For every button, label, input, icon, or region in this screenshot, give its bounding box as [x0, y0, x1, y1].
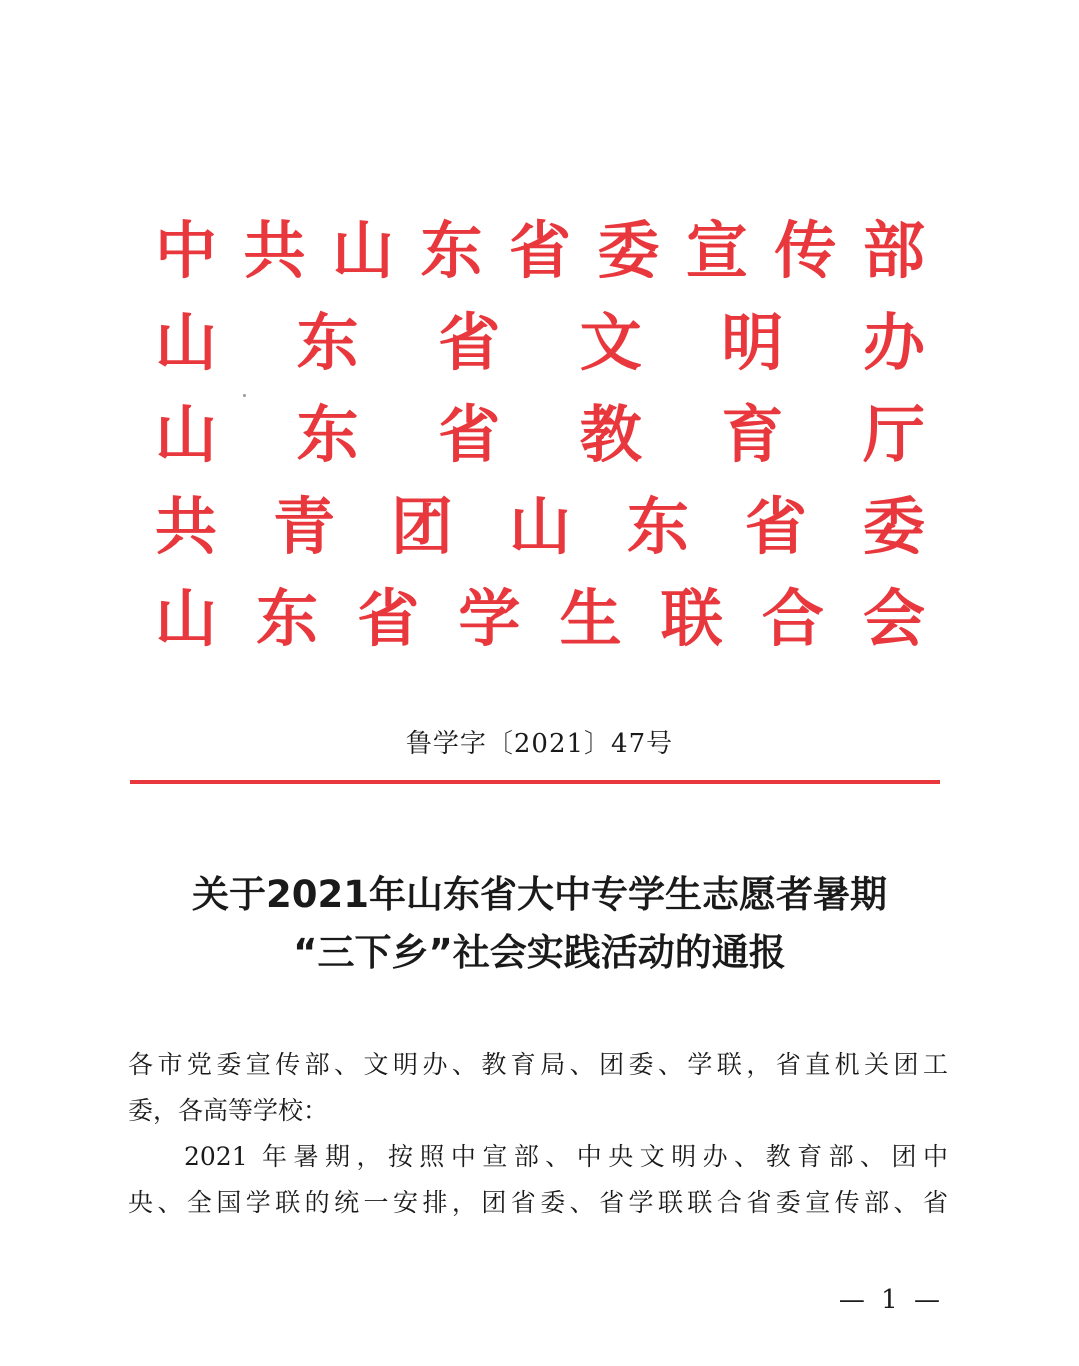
header-char: 省 [357, 582, 420, 655]
header-char: 学 [458, 582, 521, 655]
header-char: 教 [579, 398, 642, 471]
header-char: 联 [660, 582, 723, 655]
header-char: 省 [508, 214, 571, 287]
header-char: 省 [744, 490, 807, 563]
header-line-5 [155, 573, 925, 665]
header-line-3 [155, 389, 925, 481]
header-char: 厅 [862, 398, 925, 471]
header-char: 办 [862, 306, 925, 379]
header-char: 东 [296, 398, 359, 471]
header-char: 合 [761, 582, 824, 655]
header-char: 团 [390, 490, 453, 563]
header-char: 生 [559, 582, 622, 655]
header-char: 东 [296, 306, 359, 379]
header-line-1 [155, 205, 925, 297]
header-char: 宣 [685, 214, 748, 287]
header-char: 山 [155, 398, 218, 471]
issuing-authorities-header [155, 205, 925, 665]
header-char: 明 [721, 306, 784, 379]
header-char: 中 [155, 214, 218, 287]
addressee-line-1: 各市党委宣传部、文明办、教育局、团委、学联，省直机关团工 [128, 1050, 948, 1079]
scan-speck [243, 394, 246, 397]
header-char: 山 [508, 490, 571, 563]
header-char: 东 [420, 214, 483, 287]
document-number: 鲁学字〔2021〕47号 [405, 729, 674, 759]
header-char: 委 [862, 490, 925, 563]
title-line-1: 关于2021年山东省大中专学生志愿者暑期 [192, 873, 887, 916]
paragraph-1-line-1: 2021 年暑期，按照中宣部、中央文明办、教育部、团中 [184, 1142, 948, 1171]
header-char: 东 [626, 490, 689, 563]
header-char: 育 [721, 398, 784, 471]
header-char: 共 [243, 214, 306, 287]
header-char: 东 [256, 582, 319, 655]
addressee-line-2: 委，各高等学校： [128, 1096, 329, 1125]
page-number: — 1 — [838, 1285, 944, 1315]
header-char: 山 [155, 306, 218, 379]
header-char: 传 [774, 214, 837, 287]
header-char: 部 [862, 214, 925, 287]
header-char: 文 [579, 306, 642, 379]
header-char: 省 [438, 398, 501, 471]
header-char: 青 [272, 490, 335, 563]
header-char: 山 [331, 214, 394, 287]
document-title [0, 866, 1079, 982]
header-line-2 [155, 297, 925, 389]
title-line-2: “三下乡”社会实践活动的通报 [293, 931, 786, 974]
header-char: 山 [155, 582, 218, 655]
header-char: 共 [155, 490, 218, 563]
header-char: 委 [597, 214, 660, 287]
red-separator-line [130, 780, 940, 784]
header-char: 会 [862, 582, 925, 655]
paragraph-1-line-2: 央、全国学联的统一安排，团省委、省学联联合省委宣传部、省 [128, 1188, 948, 1217]
header-line-4 [155, 481, 925, 573]
document-body [128, 1042, 948, 1226]
header-char: 省 [438, 306, 501, 379]
